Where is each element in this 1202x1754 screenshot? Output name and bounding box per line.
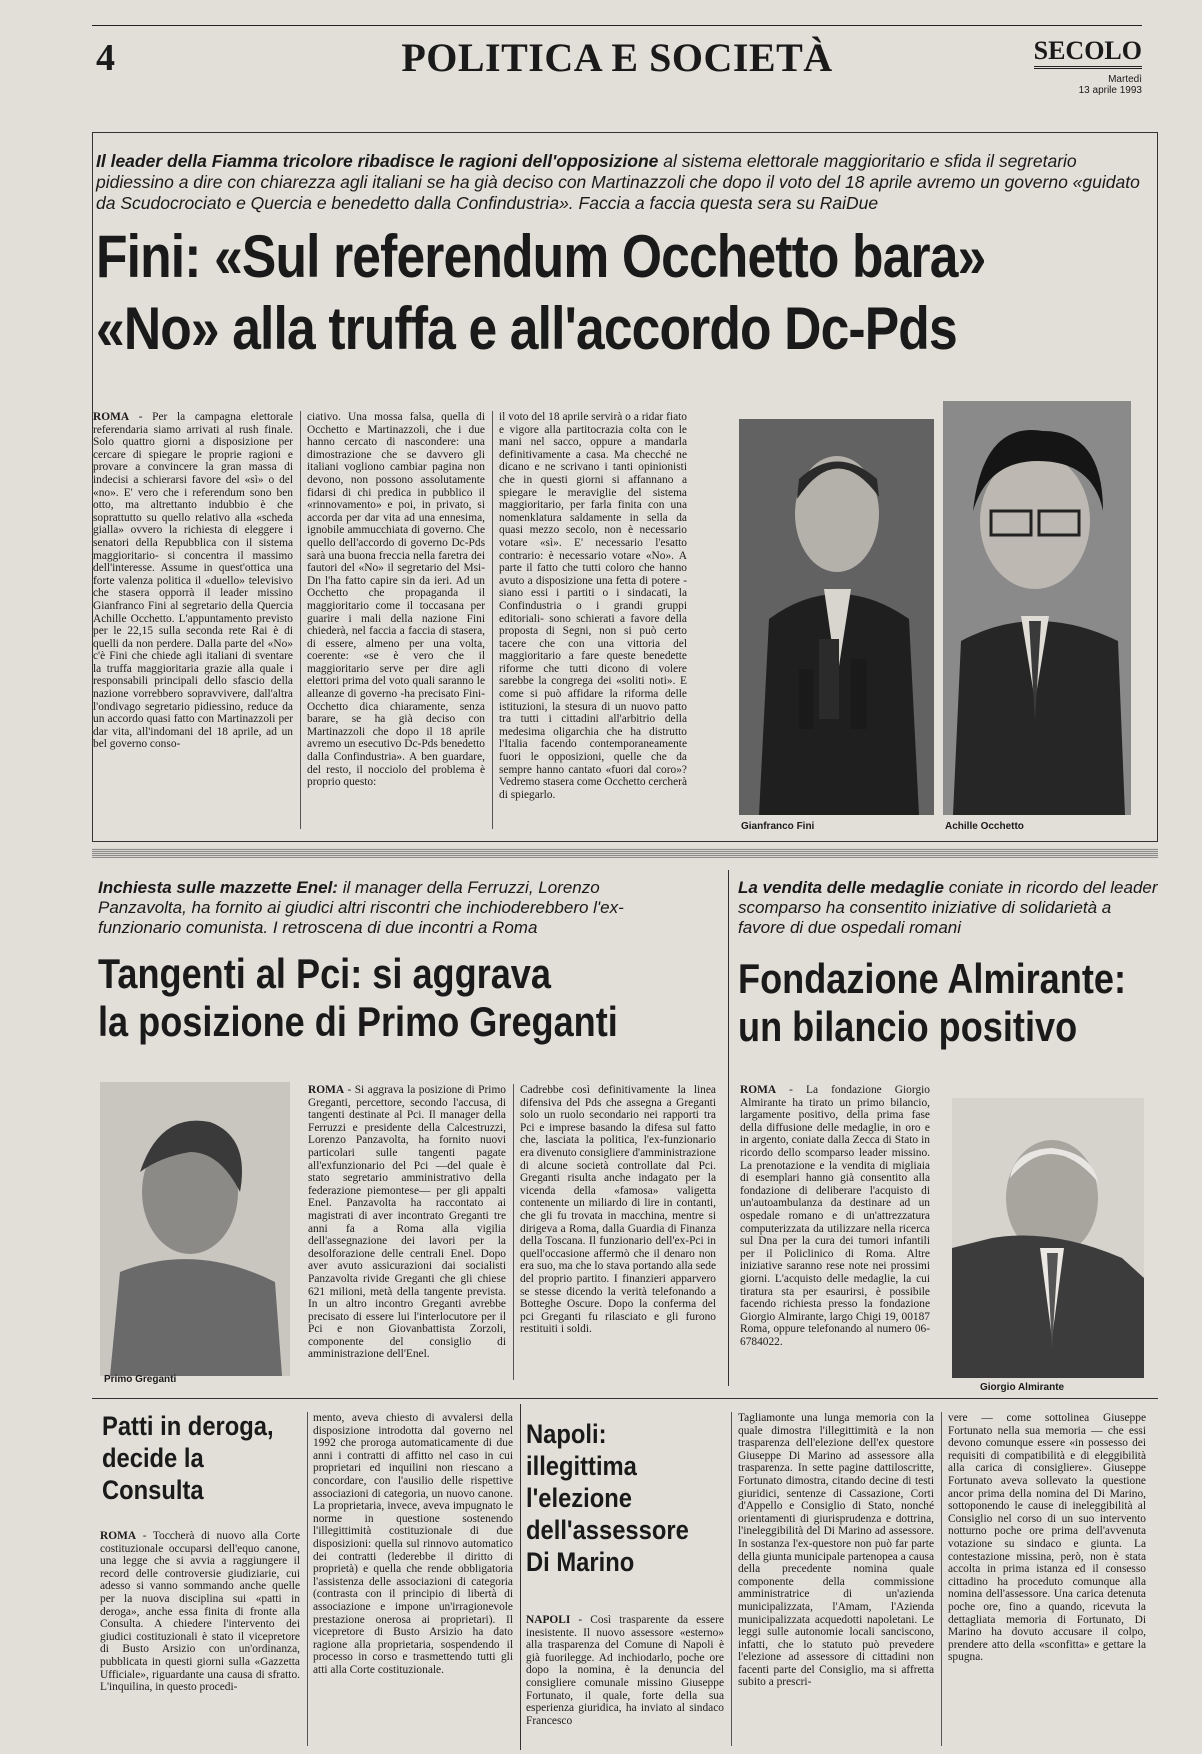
issue-full-date: 13 aprile 1993: [1078, 85, 1142, 96]
top-article: [92, 132, 1158, 842]
photo-giorgio-almirante: [952, 1098, 1144, 1378]
vertical-rule: [728, 870, 729, 1386]
masthead: [92, 25, 1142, 95]
almirante-col1-text: - La fondazione Giorgio Almirante ha tirato un primo bilancio, largamente positivo, della prima fase della diffusione delle medaglie, in oro e in argento, coniate dalla Zecca di Stato in ricordo dello scomparso leader missino. La prenotazione e la vendita di migliaia di esemplari hanno già consentito alla fondazione di deliberare l'acquisto di un'autoambulanza da destinare ad un ospedale romano e di un'attrezzatura computerizzata da utilizzare nella ricerca sul Dna per la cura dei tumori infantili per il Policlinico di Roma. Altre iniziative saranno rese note nei prossimi giorni. L'acquisto delle medaglie, la cui tiratura sta per esaurirsi, è possibile facendo richiesta presso la fondazione Giorgio Almirante, largo Chigi 19, 00187 Roma, oppure telefonando al numero 06-6784022.: [740, 1084, 930, 1348]
napoli-headline: Napoli: illegittima l'elezione dell'assessore Di Marino: [526, 1419, 689, 1577]
caption-greganti: Primo Greganti: [104, 1374, 177, 1385]
paper-name: SECOLO: [1034, 36, 1142, 69]
napoli-col2: [738, 1412, 934, 1746]
column-rule: [307, 1412, 308, 1746]
separator-band: [92, 848, 1158, 858]
enel-col2: [520, 1084, 716, 1380]
portrait-greganti-icon: [100, 1082, 290, 1376]
column-rule: [513, 1084, 514, 1380]
photo-primo-greganti: [100, 1082, 290, 1376]
napoli-col1: [526, 1614, 724, 1746]
top-article-headline: [96, 221, 1128, 365]
consulta-dateline: ROMA: [100, 1530, 137, 1542]
enel-col2-text: Cadrebbe così definitivamente la linea difensiva del Pds che assegna a Greganti solo un ruolo secondario nei rapporti tra Pci e imprese basando la difesa sul fatto che, lasciata la politica, l'ex-funzionario era divenuto consigliere d'amministrazione di alcune società controllate dal Pci. Greganti risulta anche indagato per la vicenda della «famosa» valigetta contenente un miliardo di lire in contanti, che gli fu trovata in macchina, mentre si dirigeva a Roma, dalla Guardia di Finanza della Toscana. Il funzionario dell'ex-Pci in quell'occasione affermò che il denaro non era suo, ma che lo stava portando alla sede del proprio partito. I finanzieri apparvero se stesse dicendo la verità telefonando a Botteghe Oscure. Dopo la conferma del pci Greganti fu rilasciato e gli furono restituiti i soldi.: [520, 1084, 716, 1336]
almirante-headline-line1: Fondazione Almirante:: [738, 955, 1126, 1002]
napoli-col3: [948, 1412, 1146, 1746]
vertical-rule: [520, 1404, 521, 1750]
portrait-occhetto-icon: [943, 401, 1131, 815]
enel-kicker: [98, 878, 638, 938]
caption-fini: Gianfranco Fini: [741, 821, 815, 832]
almirante-kicker-bold: La vendita delle medaglie: [738, 878, 944, 897]
napoli-col3-text: vere — come sottolinea Giuseppe Fortunato nella sua memoria — che essi devono comunque essere «in possesso dei requisiti di compatibilità e di eleggibilità alla carica di consigliere». Giuseppe Fortunato aveva sollevato la questione ancor prima della nomina del Di Marino, sottoponendo le cause di ineleggibilità al Consiglio nel corso di un suo intervento notturno poche ore prima dell'avvenuta votazione su sindaco e giunta. La contestazione missina, però, non è stata accolta in prima istanza ed il consesso cittadino ha proceduto comunque alla nomina dell'assessore. Una carica detenuta poche ore, fino a quando, ricevuta la dettagliata memoria di Fortunato, Di Marino ha dovuto accusare il colpo, prendere atto della «sconfitta» e gettare la spugna.: [948, 1412, 1146, 1664]
caption-occhetto: Achille Occhetto: [945, 821, 1024, 832]
column-rule: [492, 411, 493, 829]
napoli-col2-text: Tagliamonte una lunga memoria con la quale dimostra l'illegittimità e la non trasparenza dell'elezione dell'ex questore Giuseppe Di Marino ad assessore alla trasparenza. In sette pagine dattiloscritte, Fortunato dimostra, citando decine di testi giuridici, sentenze di Cassazione, Corti d'Appello e Consiglio di Stato, nonché orientamenti di giurisprudenza e dottrina, l'ineleggibilità del Di Marino ad assessore. In sostanza l'ex-questore non può far parte della giunta municipale partenopea a causa della precedente nomina quale componente della commissione amministratrice di un'azienda municipalizzata, l'Amam, l'Azienda municipalizzata acquedotti napoletani. Le leggi sulle autonomie locali sanciscono, infatti, che lo statuto può prevedere l'elezione ad assessore di cittadini non facenti parte del Consiglio, ma si affretta subito a prescri-: [738, 1412, 934, 1689]
consulta-col2: [313, 1412, 513, 1746]
portrait-fini-icon: [739, 419, 934, 815]
top-col2-text: ciativo. Una mossa falsa, quella di Occhetto e Martinazzoli, che i due hanno cercato di nascondere: una dimostrazione che se davvero gli italiani vogliono cambiar pagina non devono, non possono assolutamente fidarsi di chi predica in pubblico il «rinnovamento» e poi, in privato, si accorda per dar vita ad una ennesima, ignobile ammucchiata di governo. Che quello dell'accordo di governo Dc-Pds sarà una buona freccia nella faretra dei fautori del «No» il segretario del Msi-Dn l'ha fatto capire sin da ieri. Ad un Occhetto che propaganda il maggioritario come il toccasana per guarire i mali della nazione Fini chiederà, nel faccia a faccia di stasera, di essere, almeno per una volta, coerente: «se è vero che il maggioritario serve per dire agli elettori prima del voto quali saranno le alleanze di governo -ha precisato Fini- Occhetto dica chiaramente, senza barare, se ha già deciso con Martinazzoli che dopo il 18 aprile avremo un esecutivo Dc-Pds benedetto dalla Confindustria». A ben guardare, del resto, il nocciolo del problema è proprio questo:: [307, 411, 485, 789]
photo-achille-occhetto: [943, 401, 1131, 815]
column-rule: [731, 1412, 732, 1746]
section-title: POLITICA E SOCIETÀ: [401, 35, 833, 80]
top-col1-text: - Per la campagna elettorale referendaria siamo arrivati al rush finale. Solo quattro giorni a disposizione per cercare di spiegare le proprie ragioni e provare a convincere la gran massa di indecisi a schierarsi favore del «sì» o del «no». E' vero che i referendum sono ben otto, ma altrettanto indubbio è che soprattutto su quello relativo alla «scheda gialla» ovvero la richiesta di eleggere i senatori della Repubblica con il sistema maggioritario- si concentra il massimo dell'interesse. Assume in quest'ottica una forte valenza politica il «duello» televisivo che stasera opporrà il leader missino Gianfranco Fini al segretario della Quercia Achille Occhetto. L'appuntamento previsto per le 22,15 sulla seconda rete Rai è di quelli da non perdere. Dalla parte del «No» c'è Fini che chiede agli italiani di sventare la truffa maggioritaria grazie alla quale i responsabili principali dello sfascio della nazione vorrebbero sopravvivere, dall'altra l'ondivago segretario pidiessino, reduce da un accordo quasi fatto con Martinazzoli per dar vita, all'indomani del 18 aprile, ad un bel governo conso-: [93, 411, 293, 751]
enel-col1-text: - Si aggrava la posizione di Primo Greganti, percettore, secondo l'accusa, di tangenti destinate al Pci. Il manager della Ferruzzi e presidente della Calcestruzzi, Lorenzo Panzavolta, ha fornito nuovi particolari sulle tangenti pagate all'exfunzionario del Pci —del quale è stato segretario amministrativo della federazione piemontese— per gli appalti Enel. Panzavolta ha raccontato ai magistrati di aver incontrato Greganti tre anni fa a Roma alla vigilia dell'assegnazione dei lavori per la desolforazione delle centrali Enel. Dopo aver avuto assicurazioni dai socialisti Panzavolta rivide Greganti che gli chiese 621 milioni, metà della tangente prevista. In un altro incontro Greganti avrebbe precisato di essere lui l'interlocutore per il Pci e non Giovanbattista Zorzoli, componente del consiglio di amministrazione dell'Enel.: [308, 1084, 506, 1361]
caption-almirante: Giorgio Almirante: [980, 1382, 1065, 1393]
top-headline-line1: Fini: «Sul referendum Occhetto bara»: [96, 223, 986, 290]
enel-dateline: ROMA: [308, 1084, 345, 1096]
issue-day: Martedì: [1108, 74, 1142, 85]
top-article-col3: [499, 411, 687, 829]
column-rule: [300, 411, 301, 829]
consulta-col1-text: - Toccherà di nuovo alla Corte costituzionale occuparsi dell'equo canone, una legge che si avvia a raggiungere il record delle controversie giudiziarie, cui adesso si vanno sommando anche quelle per la nuova disciplina sui «patti in deroga», anche essa finita di fronte alla Consulta. A chiedere l'intervento dei giudici costituzionali è stato il vicepretore di Busto Arsizio con un'ordinanza, pubblicata in questi giorni sulla «Gazzetta Ufficiale», riguardante una causa di sfratto. L'inquilina, in questo procedi-: [100, 1530, 300, 1694]
top-headline-line2: «No» alla truffa e all'accordo Dc-Pds: [96, 295, 957, 362]
top-article-col2: [307, 411, 485, 829]
consulta-headline: Patti in deroga, decide la Consulta: [102, 1411, 274, 1505]
horizontal-rule: [92, 1398, 1158, 1399]
enel-kicker-rest: il manager della Ferruzzi, Lorenzo Panzavolta, ha fornito ai giudici altri riscontri che inchioderebbero l'ex-funzionario comunista. I retroscena di due incontri a Roma: [98, 878, 624, 937]
napoli-col1-text: - Così trasparente da essere inesistente. Il nuovo assessore «esterno» alla trasparenza del Comune di Napoli è già fuorilegge. Ad inchiodarlo, poche ore dopo la nomina, è la denuncia del consigliere comunale missino Giuseppe Fortunato, il quale, forte della sua esperienza giuridica, ha inviato al sindaco Francesco: [526, 1614, 724, 1727]
almirante-headline: [738, 955, 1134, 1051]
column-rule: [941, 1412, 942, 1746]
top-col3-text: il voto del 18 aprile servirà o a ridar fiato e vigore alla partitocrazia colta con le mani nel sacco, oppure a mandarla definitivamente a casa. Ma checché ne dicano e ne scrivano i tanti opinionisti che in questi giorni si affannano a spiegare le meraviglie del sistema maggioritario, per farla finita con una nomenklatura saldamente in sella da quasi mezzo secolo, non è necessario votare «sì». E' necessario l'esatto contrario: è necessario votare «No». A parte il fatto che tutti coloro che hanno avuto a disposizione una fetta di potere -siano essi i partiti o i sindacati, la Confindustria o i grandi gruppi editoriali- sono schierati a favore della proposta di Segni, non si può certo tacere che con una vittoria del maggioritario a fare queste benedette riforme che tutti dicono di volere sarebbe la congrega dei «soliti noti». E come si può affidare la riforma delle istituzioni, la stesura di un nuovo patto tra tutti i cittadini all'arbitrio della medesima oligarchia che ha distrutto l'Italia facendo contemporaneamente fuori le opposizioni, quelle che da sempre hanno cantato «fuori dal coro»? Vedremo stasera come Occhetto cercherà di spiegarlo.: [499, 411, 687, 801]
top-article-kicker: [96, 151, 1147, 214]
photo-gianfranco-fini: [739, 419, 934, 815]
almirante-dateline: ROMA: [740, 1084, 777, 1096]
almirante-kicker: [738, 878, 1158, 938]
page-number: 4: [96, 37, 115, 79]
top-kicker-bold: Il leader della Fiamma tricolore ribadisce le ragioni dell'opposizione: [96, 151, 659, 171]
enel-kicker-bold: Inchiesta sulle mazzette Enel:: [98, 878, 338, 897]
enel-headline: [98, 950, 717, 1046]
napoli-dateline: NAPOLI: [526, 1614, 571, 1626]
top-article-col1: [93, 411, 293, 829]
enel-col1: [308, 1084, 506, 1380]
top-kicker-rest: al sistema elettorale maggioritario e sfida il segretario pidiessino a dire con chiarezza agli italiani se ha già deciso con Martinazzoli che dopo il voto del 18 aprile avremo un governo «guidato da Scudocrociato e Quercia e benedetto dalla Confindustria». Faccia a faccia questa sera su RaiDue: [96, 151, 1140, 213]
consulta-col1: [100, 1530, 300, 1746]
almirante-col1: [740, 1084, 930, 1392]
enel-headline-line2: la posizione di Primo Greganti: [98, 998, 618, 1045]
almirante-kicker-rest: coniate in ricordo del leader scomparso ha consentito iniziative di solidarietà a favore di due ospedali romani: [738, 878, 1158, 937]
enel-headline-line1: Tangenti al Pci: si aggrava: [98, 950, 551, 997]
almirante-headline-line2: un bilancio positivo: [738, 1003, 1078, 1050]
issue-date: [1062, 74, 1142, 96]
top-dateline: ROMA: [93, 411, 130, 423]
consulta-col2-text: mento, aveva chiesto di avvalersi della disposizione introdotta dal governo nel 1992 che proroga automaticamente di due anni i contratti di affitto nel caso in cui proprietari ed inquilini non riescano a concordare, con l'ausilio delle rispettive associazioni di categoria, un nuovo canone. La proprietaria, invece, aveva impugnato le norme in questione sostenendo l'illegittimità costituzionale di due disposizioni: quella sul rinnovo automatico dei contratti (lederebbe il diritto di proprietà) e quella che rende obbligatoria l'assistenza delle associazioni di categoria (contrasta con il principio di libertà di associazione e impone un'irragionevole prestazione onerosa ai proprietari). Il vicepretore di Busto Arsizio ha dato ragione alla proprietaria, sospendendo il processo in corso e trasmettendo tutti gli atti alla Corte costituzionale.: [313, 1412, 513, 1676]
portrait-almirante-icon: [952, 1098, 1144, 1378]
